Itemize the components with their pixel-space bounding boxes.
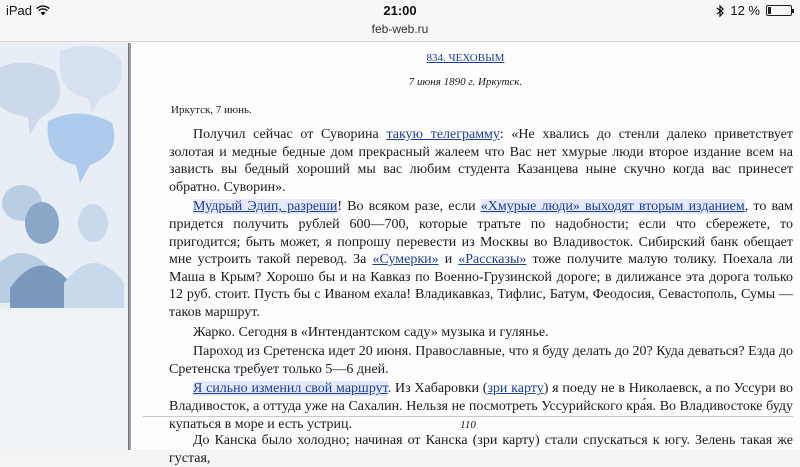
telegram-link[interactable]: такую телеграмму — [386, 127, 500, 142]
map-link[interactable]: зри карту — [487, 381, 544, 397]
letter-body — [169, 126, 793, 433]
device-name: iPad — [6, 3, 33, 18]
twilight-link[interactable]: «Сумерки» — [372, 252, 439, 268]
bluetooth-icon — [716, 5, 724, 17]
gloomy-people-link[interactable]: «Хмурые люди» выходят вторым изданием — [480, 199, 745, 215]
battery-percent: 12 % — [730, 3, 760, 18]
battery-level — [768, 7, 771, 14]
oedipus-link[interactable]: Мудрый Эдип, разреши — [193, 199, 338, 215]
battery-icon — [766, 5, 792, 16]
address-bar[interactable] — [0, 22, 800, 42]
document-page — [131, 43, 800, 466]
clock: 21:00 — [383, 3, 417, 18]
page-number: 110 — [143, 416, 793, 431]
stories-link[interactable]: «Рассказы» — [458, 252, 527, 268]
p2-text-3: и — [438, 252, 459, 268]
route-link[interactable]: Я сильно изменил свой маршрут — [193, 381, 388, 397]
p1-text-2: : «Не хвались до стенли далеко приветствует золотая и медные бедные дом прекрасный жалеем что Вас нет хмурые люди второе издание всем на зависть вы бедный хороший мы вас любим студента Казанцева ныне скучно когда вас принесет обратно. Суворин». — [169, 127, 793, 195]
people-illustration — [0, 43, 128, 450]
left-background-panel — [0, 43, 128, 450]
url-text[interactable]: feb-web.ru — [371, 22, 429, 36]
p5-text-2: ) я поеду не в Николаевск, а по Уссури во Владивосток, а оттуда уже на Сахалин. Нельзя не посмотреть Уссурийского кра́я. Во Владивостоке буду купаться в море и есть устриц. — [169, 381, 793, 432]
letter-heading — [131, 52, 800, 64]
p2-text-4: тоже получите малую толику. Поехала ли Маша в Крым? Хорошо бы и на Кавказ по Военно-Грузинской дороге; в дилижансе эта дорога только 12 руб. стоит. Пусть бы с Иваном ехала! Владикавказ, Тифлис, Батум, Феодосия, Севастополь, Сумы — таков маршрут. — [169, 252, 793, 320]
letter-heading-link[interactable]: 834. ЧЕХОВЫМ — [426, 52, 505, 64]
p5-text-1: . Из Хабаровки ( — [387, 381, 488, 397]
paragraph-3: Жарко. Сегодня в «Интендантском саду» музыка и гулянье. — [193, 324, 549, 340]
p2-text-2: , то вам придется получить рублей 600—700, которые тратьте по надобности; если что сбережете, то пригодится; быть может, я попрошу перевести из Москвы во Владивосток. Сибирский банк обещает мне устроить такой перевод. За — [169, 199, 794, 268]
paragraph-6: До Канска было холодно; начиная от Канска (зри карту) стали спускаться к югу. Зелень такая же густая, — [169, 433, 793, 466]
p2-text-1: ! Во всяком разе, если — [337, 199, 481, 215]
status-bar — [0, 0, 800, 22]
paragraph-2 — [169, 198, 793, 321]
p1-text-1: Получил сейчас от Суворина — [193, 127, 387, 142]
letter-place: Иркутск, 7 июнь. — [171, 104, 252, 116]
status-right — [716, 3, 792, 18]
paragraph-1 — [169, 126, 793, 196]
letter-date: 7 июня 1890 г. Иркутск. — [408, 76, 523, 88]
paragraph-4: Пароход из Сретенска идет 20 июня. Православные, что я буду делать до 20? Куда деваться? Езда до Сретенска требует только 5—6 дней. — [169, 344, 793, 377]
